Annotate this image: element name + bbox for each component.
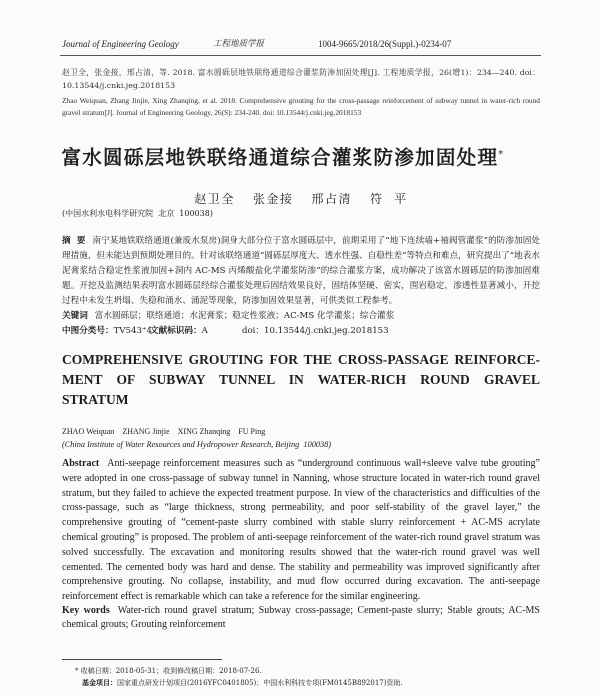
doc-code-label: 文献标识码： — [150, 326, 202, 336]
classification-row — [62, 324, 540, 339]
abstract-en-label: Abstract — [62, 458, 100, 469]
journal-name-cn: 工程地质学报 — [213, 39, 265, 49]
author-en: XING Zhanqing — [177, 427, 231, 436]
abstract-en-text: Anti-seepage reinforcement measures such as “underground continuous wall+sleeve valve tube grouting” were adopted in one cross-passage of subway tunnel in Nanning, whose structure located in water-rich round gravel stratum, but they failed to achieve the expected treatment purpose. In view of the characteristics and difficulties of the cross-passage, such as “large thickness, strong permeability, and poor self-stability of the gravel layer,” the comprehensive grouting of “cement-paste slurry combined with stable slurry reinforcement + AC-MS acrylate chemical grouting” is proposed. The problem of anti-seepage reinforcement of the water-rich round gravel stratum was solved successfully. The excavation and monitoring results showed that the water-rich round gravel was well cemented. The cemented body was hard and dense. The stability and permeability was improved significantly after comprehensive grouting. No collapse, instability, and mud flow occurred during excavation. The anti-seepage reinforcement effect is remarkable which can take a reference for the similar engineering. — [62, 458, 540, 603]
clc-label: 中图分类号： — [62, 326, 114, 336]
author-list-en — [62, 425, 540, 438]
keywords-en-text: Water-rich round gravel stratum; Subway cross-passage; Cement-paste slurry; Stable grouts; AC-MS chemical grouts; Grouting reinforcement — [62, 605, 540, 630]
affiliation-en: (China Institute of Water Resources and Hydropower Research, Beijing 100038) — [62, 440, 332, 449]
doi-label: doi： — [242, 326, 265, 336]
author-list-cn — [62, 191, 540, 207]
clc-value: TV543⁺4 — [113, 326, 152, 336]
title-en-line: MENT OF SUBWAY TUNNEL IN WATER-RICH ROUND GRAVEL — [62, 372, 540, 387]
author-cn: 邢占清 — [311, 192, 352, 206]
doc-code-value: A — [201, 326, 208, 336]
clc-number — [62, 324, 152, 339]
title-en-line: STRATUM — [62, 392, 129, 407]
author-cn: 赵卫全 — [194, 192, 235, 206]
author-cn: 符 平 — [369, 192, 408, 206]
keywords-cn-text: 富水圆砾层；联络通道；水泥膏浆；稳定性浆液；AC-MS 化学灌浆；综合灌浆 — [94, 311, 395, 321]
title-en-line: COMPREHENSIVE GROUTING FOR THE CROSS-PASSAGE REINFORCE- — [62, 352, 540, 367]
abstract-en — [62, 457, 540, 605]
issn-volume-info: 1004-9665/2018/26(Suppl.)-0234-07 — [318, 39, 452, 49]
paper-title-en — [62, 350, 540, 410]
abstract-cn — [62, 234, 540, 309]
doi — [242, 324, 389, 339]
abstract-cn-label: 摘 要 — [62, 236, 86, 246]
keywords-en — [62, 604, 540, 632]
author-en: FU Ping — [238, 427, 266, 436]
title-cn-text: 富水圆砾层地铁联络通道综合灌浆防渗加固处理 — [61, 146, 499, 169]
author-en: ZHAO Weiquan — [62, 427, 115, 436]
keywords-cn-label: 关键词 — [62, 311, 88, 321]
author-en: ZHANG Jinjie — [122, 427, 170, 436]
doi-value: 10.13544/j.cnki.jeg.2018153 — [264, 326, 389, 336]
keywords-en-label: Key words — [62, 605, 110, 616]
author-cn: 张金接 — [252, 192, 294, 206]
footnote-divider — [62, 659, 222, 660]
header-divider — [60, 55, 541, 56]
document-code — [150, 324, 208, 339]
paper-title-cn — [44, 145, 522, 171]
abstract-cn-text: 南宁某地铁联络通道(兼废水泵房)洞身大部分位于富水圆砾层中，前期采用了“地下连续墙+袖阀管灌浆”的防渗加固处理措施，但未能达到预期处理目的。针对该联络通道“圆砾层厚度大、透水性强、自稳性差”等特点和难点，研究提出了“地表水泥膏浆结合稳定性浆液加固+洞内 AC-MS 丙烯酸盐化学灌浆防渗”的综合灌浆方案，成功解决了该富水圆砾层的防渗加固难题。开挖及监测结果表明富水圆砾层经综合灌浆处理后固结效果良好，固结体坚硬、密实，围岩稳定，渗透性显著减小，开挖过程中未发生坍塌、失稳和涌水、涌泥等现象，防渗加固效果显著，可供类似工程参考。 — [62, 236, 541, 306]
funding-text: 国家重点研发计划项目(2016YFC0401805)；中国水利科技专项(FM0145B892017)资助. — [117, 679, 403, 687]
funding-label: 基金项目： — [82, 679, 117, 687]
keywords-cn — [62, 309, 540, 324]
running-header — [62, 37, 540, 51]
footnote-funding — [82, 678, 403, 689]
journal-name-en: Journal of Engineering Geology — [62, 39, 179, 49]
citation-english: Zhao Weiquan, Zhang Jinjie, Xing Zhanqing, et al. 2018. Comprehensive grouting for the cross-passage reinforcement of subway tunnel in water-rich round gravel stratum[J]. Journal of Engineering Geology, 26(S): 234-240. doi: 10.13544/j.cnki.jeg.2018153 — [62, 96, 540, 117]
citation-chinese: 赵卫全，张金接，邢占清，等. 2018. 富水圆砾层地铁联络通道综合灌浆防渗加固处理[J]. 工程地质学报，26(增1)：234—240. doi：10.13544/j.cnki.jeg.2018153 — [62, 68, 540, 90]
affiliation-cn: (中国水利水电科学研究院 北京 100038) — [62, 209, 213, 218]
footnote-received-date: * 收稿日期：2018-05-31；收到修改稿日期：2018-07-26. — [75, 667, 262, 675]
title-footnote-mark: * — [498, 149, 505, 160]
